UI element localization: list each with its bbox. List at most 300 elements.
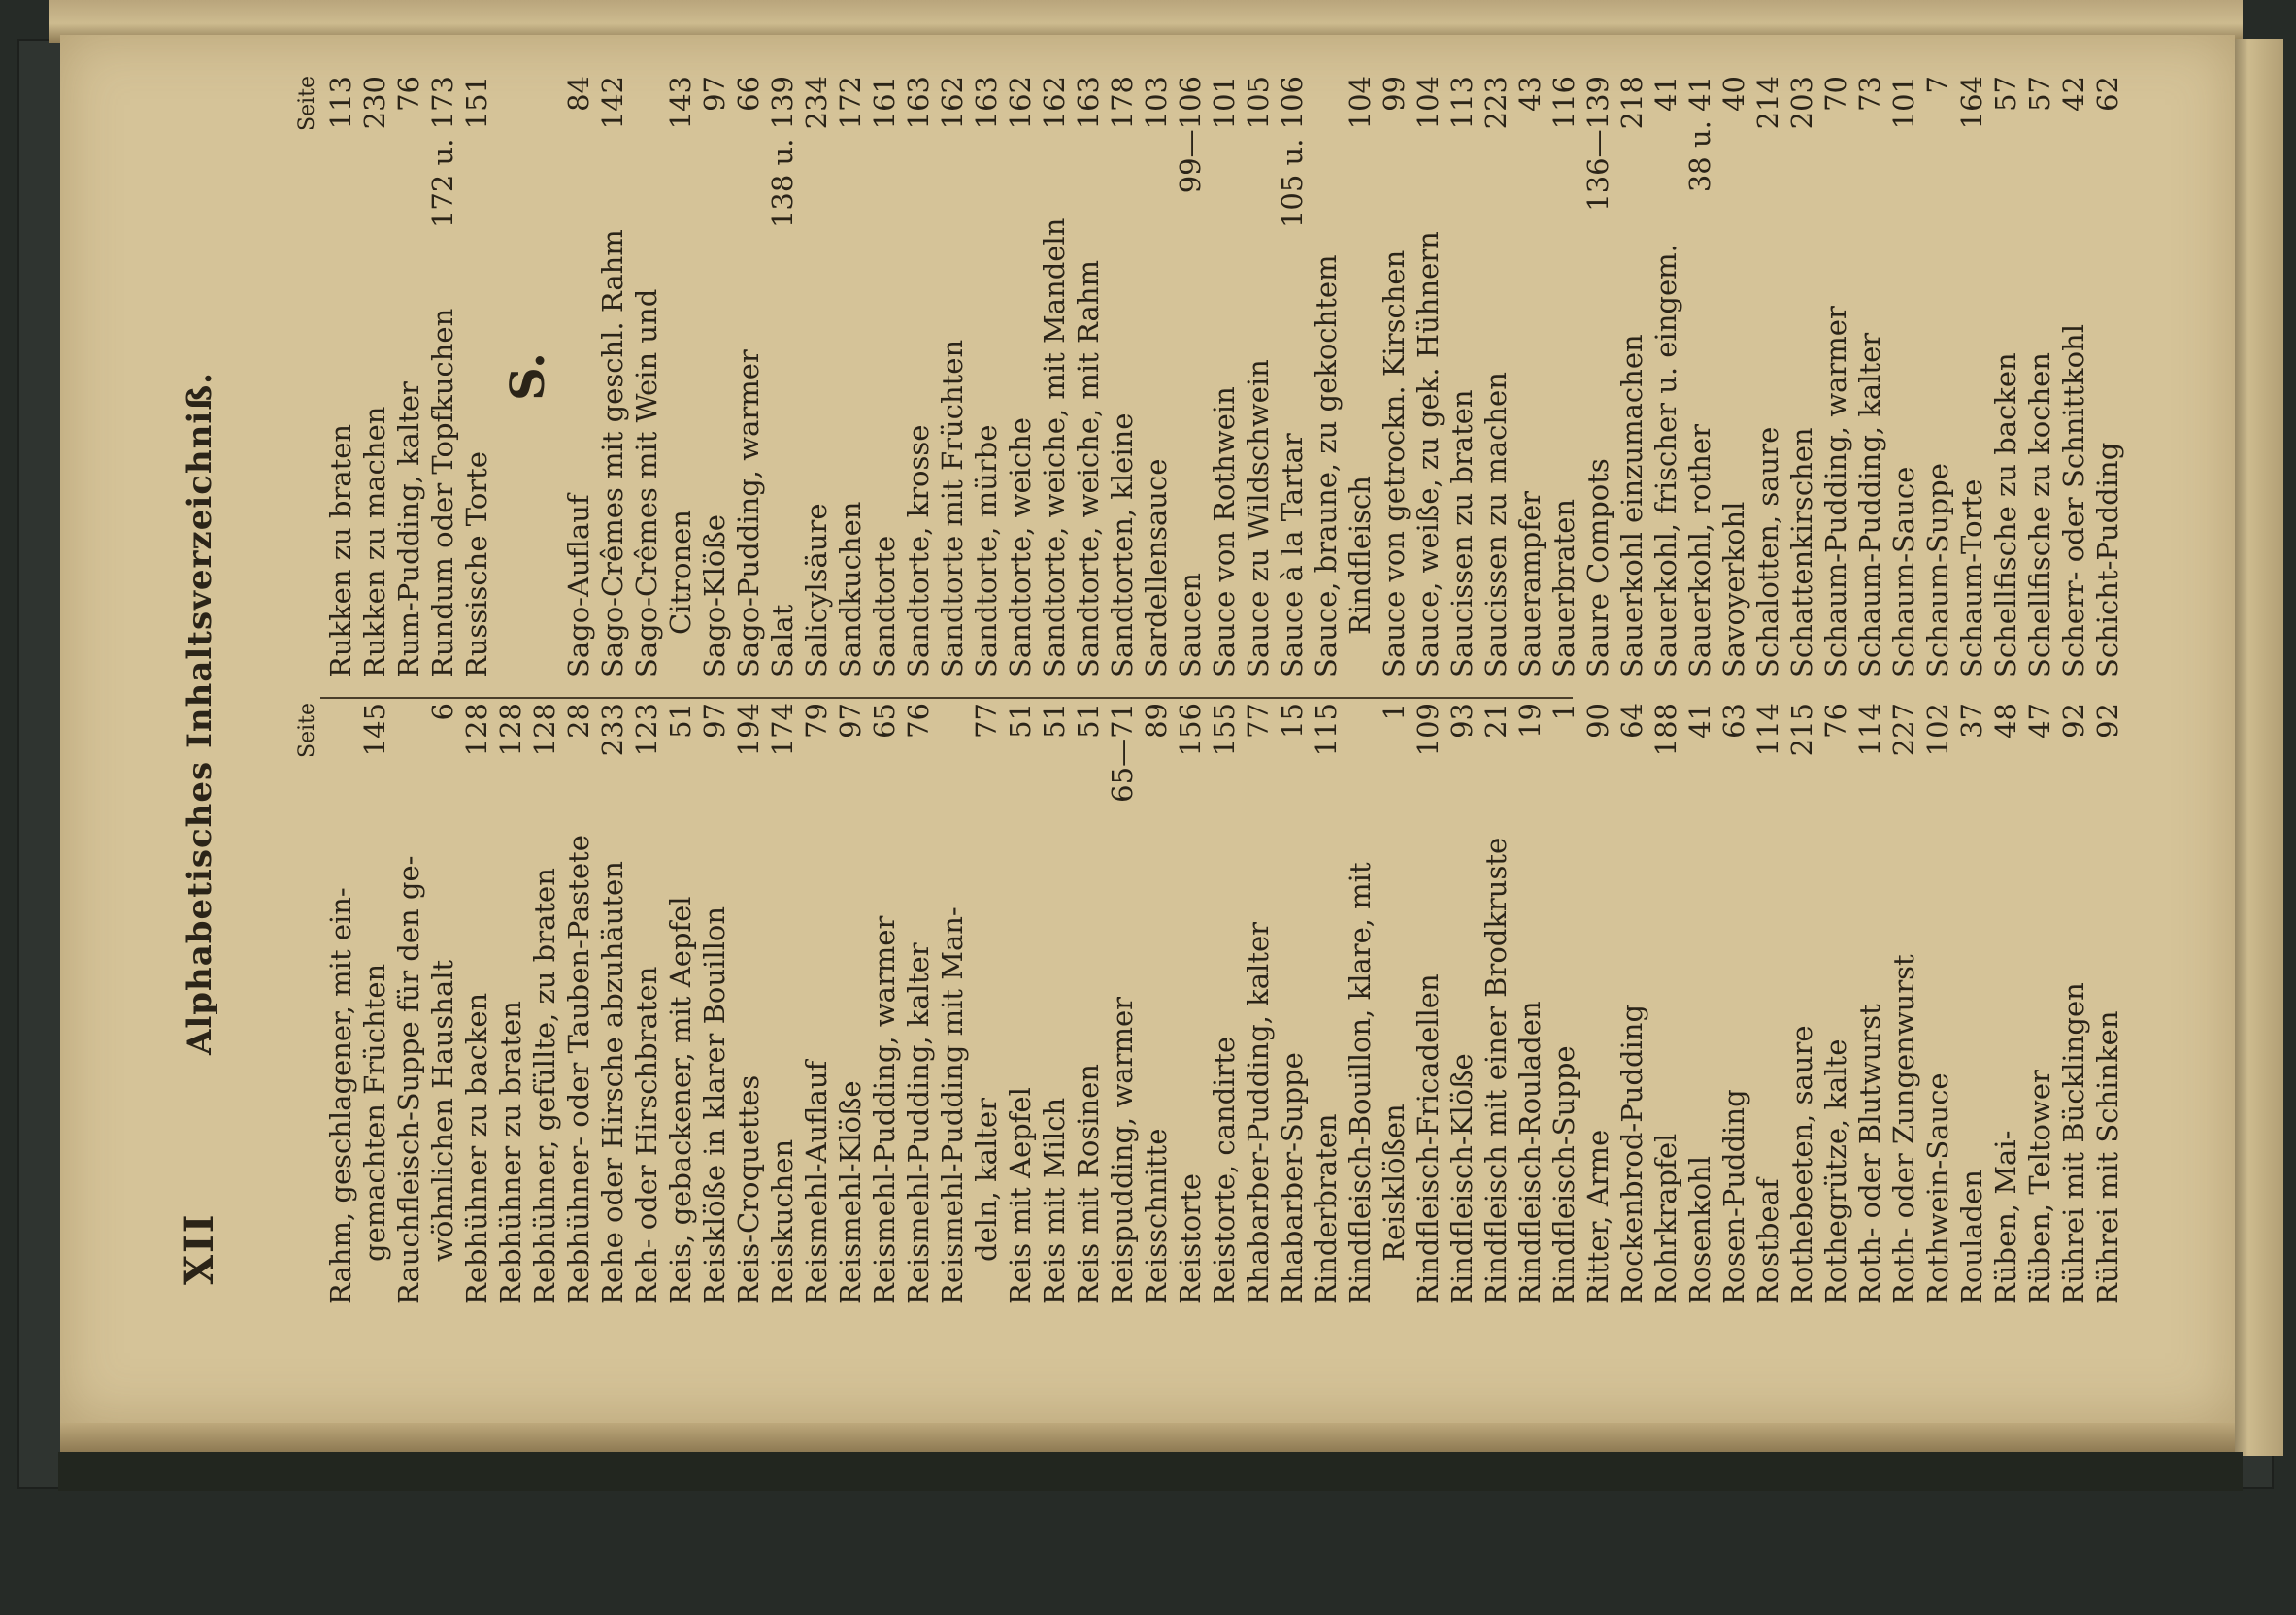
dot-leader: [2057, 130, 2091, 318]
entry-page-number: 114: [1853, 703, 1886, 757]
entry-name: Savoyerkohl: [1717, 501, 1750, 677]
entry-name: Schellfische zu kochen: [2023, 352, 2056, 677]
index-list: [324, 76, 2125, 677]
index-entry: [426, 703, 460, 1304]
entry-page-number: 102: [1921, 703, 1954, 757]
entry-page-number: 128: [528, 703, 561, 757]
index-entry: [1717, 703, 1751, 1304]
dot-leader: [1921, 130, 1955, 457]
entry-name: Rehe oder Hirsche abzuhäuten: [596, 861, 629, 1304]
entry-page-number: 47: [2023, 703, 2056, 739]
index-entry: [1276, 703, 1310, 1304]
entry-name: Rhabarber-Suppe: [1276, 1052, 1309, 1304]
entry-name: Schattenkirschen: [1785, 427, 1818, 677]
index-entry: [1378, 76, 1412, 677]
entry-name: Reis mit Milch: [1038, 1097, 1071, 1304]
dot-leader: [766, 762, 800, 1133]
entry-name: wöhnlichen Haushalt: [426, 959, 459, 1262]
index-entry: [1072, 76, 1106, 677]
entry-page-number: 151: [460, 76, 493, 130]
index-column-left: [291, 703, 2125, 1304]
section-letter: S.: [501, 352, 555, 401]
entry-page-number: 79: [800, 703, 833, 739]
seite-label: Seite: [295, 76, 319, 131]
entry-name: Reispudding, warmer: [1106, 997, 1139, 1304]
entry-page-number: 97: [834, 703, 867, 739]
entry-page-number: 89: [1140, 703, 1173, 739]
index-entry: [800, 703, 834, 1304]
index-entry: [1921, 76, 1955, 677]
dot-leader: [1955, 135, 1989, 473]
entry-name: Salat: [766, 604, 799, 677]
entry-name: Russische Torte: [460, 451, 493, 677]
entry-page-number: 162: [1038, 76, 1071, 130]
entry-name: Sago-Crêmes mit geschl. Rahm: [596, 229, 629, 677]
dot-leader: [596, 762, 630, 855]
entry-page-number: 115: [1310, 703, 1343, 757]
entry-name: Rindfleisch mit einer Brodkruste: [1480, 837, 1513, 1304]
dot-leader: [426, 234, 460, 303]
entry-page-number: 64: [1615, 703, 1648, 739]
entry-page-number: 163: [1072, 76, 1105, 130]
entry-name: Roth- oder Blutwurst: [1853, 1004, 1886, 1304]
entry-name: Citronen: [664, 510, 697, 635]
dot-leader: [1819, 130, 1853, 300]
entry-name: Reis mit Aepfel: [1004, 1087, 1037, 1304]
entry-page-number: 37: [1955, 703, 1988, 739]
index-entry: [1140, 76, 1174, 677]
entry-page-number: 164: [1955, 76, 1988, 130]
entry-page-number: 63: [1717, 703, 1750, 739]
entry-page-number: 203: [1785, 76, 1818, 130]
index-entry: [800, 76, 834, 677]
entry-name: Sauce von getrockn. Kirschen: [1378, 249, 1411, 677]
entry-page-number: 178: [1106, 76, 1139, 130]
entry-name: Rum-Pudding, kalter: [392, 381, 425, 677]
index-entry: [1446, 76, 1480, 677]
entry-page-number: 145: [358, 703, 391, 757]
entry-name: Rundum oder Topfkuchen: [426, 308, 459, 677]
dot-leader: [358, 762, 392, 957]
dot-leader: [936, 135, 970, 334]
dot-leader: [528, 762, 562, 862]
entry-name: Reistorte, candirte: [1208, 1036, 1241, 1304]
entry-page-number: 194: [732, 703, 765, 757]
index-entry: [1649, 76, 1683, 677]
index-entry: [1819, 703, 1853, 1304]
index-entry: [1717, 76, 1751, 677]
dot-leader: [2091, 130, 2125, 437]
entry-page-number: 1: [1378, 703, 1411, 721]
entry-name: Sandtorte: [868, 535, 901, 677]
dot-leader: [1140, 135, 1174, 452]
entry-page-number: 101: [1887, 76, 1920, 130]
dot-leader: [2091, 757, 2125, 1005]
dot-leader: [1310, 762, 1344, 1107]
index-entry: [1208, 76, 1242, 677]
entry-name: Salicylsäure: [800, 503, 833, 677]
entry-name: Rebhühner, gefüllte, zu braten: [528, 868, 561, 1304]
index-entry: [1480, 703, 1514, 1304]
entry-name: Rührei mit Schinken: [2091, 1010, 2124, 1304]
page-folio: XII: [177, 1212, 222, 1285]
rotated-page-content: [87, 49, 2165, 1378]
entry-page-number: 76: [392, 76, 425, 112]
entry-page-number: 21: [1480, 703, 1513, 739]
dot-leader: [902, 135, 936, 418]
cover-edge: [58, 1452, 2243, 1491]
entry-page-number: 114: [1751, 703, 1784, 757]
index-entry: [460, 703, 494, 1304]
index-entry: [1514, 76, 1547, 677]
entry-name: Sauerkohl, frischer u. eingem.: [1649, 244, 1682, 677]
entry-name: Sauerbraten: [1547, 498, 1581, 677]
entry-name: Rothegrütze, kalte: [1819, 1038, 1852, 1304]
page-gutter: [60, 1423, 2235, 1452]
dot-leader: [1242, 135, 1276, 353]
dot-leader: [1412, 135, 1446, 225]
entry-page-number: 138 u. 139: [766, 76, 799, 229]
entry-page-number: 19: [1514, 703, 1547, 739]
entry-name: Reismehl-Klöße: [834, 1080, 867, 1304]
dot-leader: [1208, 135, 1242, 380]
entry-name: Rindfleisch-Klöße: [1446, 1053, 1479, 1304]
dot-leader: [1989, 757, 2023, 1125]
entry-page-number: 41: [1649, 76, 1682, 112]
index-entry: [1853, 703, 1887, 1304]
entry-name: Sandtorte mit Früchten: [936, 339, 969, 677]
entry-name: Reis, gebackener, mit Aepfel: [664, 896, 697, 1304]
index-entry: [1785, 703, 1819, 1304]
entry-page-number: 227: [1887, 703, 1920, 757]
entry-name: Saucissen zu braten: [1446, 389, 1479, 677]
entry-page-number: 223: [1480, 76, 1513, 130]
index-entry: [2091, 76, 2125, 677]
index-entry: [1004, 703, 1038, 1304]
index-entry: [1615, 76, 1649, 677]
dot-leader: [358, 135, 392, 400]
dot-leader: [1785, 762, 1819, 1019]
entry-name: Rouladen: [1955, 1170, 1988, 1304]
dot-leader: [1547, 135, 1581, 493]
index-entry: [324, 76, 358, 677]
index-entry: [834, 76, 868, 677]
entry-page-number: 104: [1344, 76, 1377, 130]
entry-name: Rahm, geschlagener, mit ein-: [324, 887, 357, 1304]
entry-page-number: 76: [1819, 703, 1852, 739]
entry-name: Reis mit Rosinen: [1072, 1064, 1105, 1304]
entry-page-number: 77: [970, 703, 1003, 739]
index-entry: [664, 76, 698, 677]
dot-leader: [1038, 135, 1072, 212]
entry-name: Schaum-Sauce: [1887, 466, 1920, 677]
index-entry: [562, 76, 596, 677]
dot-leader: [1615, 757, 1649, 999]
entry-name: Sauce zu Wildschwein: [1242, 359, 1275, 677]
dot-leader: [1208, 762, 1242, 1031]
entry-name: Sandtorte, weiche, mit Mandeln: [1038, 217, 1071, 677]
dot-leader: [1547, 757, 1581, 1039]
index-entry: [596, 76, 630, 677]
dot-leader: [834, 135, 868, 495]
entry-name: Reismehl-Pudding, warmer: [868, 915, 901, 1304]
entry-name: Rosen-Pudding: [1717, 1089, 1750, 1304]
dot-leader: [1989, 130, 2023, 346]
page-header: [177, 49, 235, 1378]
entry-name: Saucissen zu machen: [1480, 372, 1513, 677]
dot-leader: [1853, 130, 1887, 327]
index-entry: [392, 76, 426, 677]
entry-name: Rüben, Mai-: [1989, 1130, 2022, 1304]
dot-leader: [698, 757, 732, 901]
entry-name: Sandtorten, kleine: [1106, 412, 1139, 677]
entry-page-number: 1: [1547, 703, 1581, 721]
column-divider: [320, 697, 1573, 699]
index-entry: [2023, 76, 2057, 677]
dot-leader: [1819, 757, 1853, 1034]
entry-name: Roth- oder Zungenwurst: [1887, 954, 1920, 1304]
index-entry: [732, 76, 766, 677]
index-entry: [2057, 76, 2091, 677]
entry-page-number: 123: [630, 703, 663, 757]
dot-leader: [732, 130, 766, 344]
entry-page-number: 90: [1581, 703, 1614, 739]
entry-page-number: 161: [868, 76, 901, 130]
entry-page-number: 38 u. 41: [1683, 76, 1716, 193]
entry-name: Reis-Croquettes: [732, 1074, 765, 1304]
dot-leader: [426, 757, 460, 954]
entry-name: Reisklöße in klarer Bouillon: [698, 906, 731, 1304]
index-entry: [426, 76, 460, 677]
index-entry: [1344, 703, 1378, 1304]
entry-name: Schaum-Torte: [1955, 478, 1988, 677]
dot-leader: [1717, 130, 1751, 496]
index-entry: [1004, 76, 1038, 677]
entry-name: Sauce, weiße, zu gek. Hühnern: [1412, 231, 1445, 677]
index-entry: [1989, 703, 2023, 1304]
dot-leader: [800, 757, 834, 1055]
entry-name: Sauce à la Tartar: [1276, 433, 1309, 677]
entry-name: Rebhühner- oder Tauben-Pastete: [562, 835, 595, 1304]
dot-leader: [1378, 757, 1412, 1098]
dot-leader: [970, 135, 1004, 418]
index-entry: [732, 703, 766, 1304]
index-entry: [1140, 703, 1174, 1304]
entry-page-number: 163: [902, 76, 935, 130]
index-entry: [1412, 76, 1446, 677]
entry-page-number: 51: [1072, 703, 1105, 739]
dot-leader: [1717, 757, 1751, 1083]
seite-label: Seite: [295, 703, 319, 758]
index-entry: [358, 76, 392, 677]
entry-name: Sardellensauce: [1140, 458, 1173, 677]
entry-name: Saucen: [1174, 573, 1207, 677]
index-entry: [1683, 76, 1717, 677]
entry-name: Rindfleisch: [1344, 476, 1377, 635]
dot-leader: [698, 130, 732, 509]
entry-page-number: 57: [1989, 76, 2022, 112]
entry-page-number: 97: [698, 76, 731, 112]
index-entry: [630, 703, 664, 1304]
dot-leader: [1038, 757, 1072, 1092]
index-entry: [1378, 703, 1412, 1304]
entry-name: Sandtorte, weiche: [1004, 417, 1037, 677]
index-entry: [2057, 703, 2091, 1304]
entry-page-number: 99—106: [1174, 76, 1207, 194]
entry-page-number: 40: [1717, 76, 1750, 112]
entry-page-number: 162: [1004, 76, 1037, 130]
index-entry: [936, 76, 970, 677]
dot-leader: [324, 135, 358, 418]
entry-name: Schaum-Pudding, kalter: [1853, 332, 1886, 677]
dot-leader: [1581, 217, 1615, 452]
entry-page-number: 113: [1446, 76, 1479, 130]
index-entry: [1581, 76, 1615, 677]
entry-name: Rindfleisch-Fricadellen: [1412, 973, 1445, 1304]
dot-leader: [1004, 757, 1038, 1081]
entry-page-number: 105: [1242, 76, 1275, 130]
entry-name: Rindfleisch-Bouillon, klare, mit: [1344, 862, 1377, 1304]
dot-leader: [1514, 757, 1547, 995]
entry-page-number: 113: [324, 76, 357, 130]
entry-page-number: 28: [562, 703, 595, 739]
index-entry: [1683, 703, 1717, 1304]
entry-page-number: 6: [426, 703, 459, 721]
entry-page-number: 97: [698, 703, 731, 739]
dot-leader: [1174, 762, 1208, 1168]
entry-page-number: 136—139: [1581, 76, 1614, 212]
index-entry: [1038, 76, 1072, 677]
index-entry: [868, 703, 902, 1304]
index-entry: [528, 703, 562, 1304]
index-entry: [1446, 703, 1480, 1304]
entry-name: Scherr- oder Schnittkohl: [2057, 324, 2090, 677]
index-entry: [902, 703, 936, 1304]
entry-page-number: 109: [1412, 703, 1445, 757]
dot-leader: [1446, 135, 1480, 383]
entry-page-number: 70: [1819, 76, 1852, 112]
entry-name: Rhabarber-Pudding, kalter: [1242, 922, 1275, 1304]
entry-page-number: 214: [1751, 76, 1784, 130]
entry-page-number: 41: [1683, 703, 1716, 739]
dot-leader: [1140, 757, 1174, 1123]
entry-name: Rindfleisch-Suppe: [1547, 1045, 1581, 1304]
entry-name: Rostbeaf: [1751, 1178, 1784, 1304]
entry-page-number: 128: [494, 703, 527, 757]
dot-leader: [1378, 130, 1412, 245]
entry-name: Sago-Auflauf: [562, 494, 595, 677]
index-entry: [2023, 703, 2057, 1304]
dot-leader: [1683, 198, 1717, 418]
index-entry: [1785, 76, 1819, 677]
entry-name: Rosenkohl: [1683, 1155, 1716, 1304]
index-entry: [936, 703, 970, 1304]
entry-name: Reh- oder Hirschbraten: [630, 966, 663, 1304]
entry-name: Rührei mit Bücklingen: [2057, 982, 2090, 1304]
entry-page-number: 104: [1412, 76, 1445, 130]
dot-leader: [630, 762, 664, 960]
entry-page-number: 66: [732, 76, 765, 112]
dot-leader: [1955, 757, 1989, 1164]
entry-page-number: 101: [1208, 76, 1241, 130]
entry-name: Reistorte: [1174, 1173, 1207, 1304]
index-entry: [1106, 703, 1140, 1304]
index-column-right: [291, 76, 2125, 677]
dot-leader: [1649, 130, 1683, 238]
entry-page-number: 218: [1615, 76, 1648, 130]
entry-name: Sandkuchen: [834, 501, 867, 677]
index-entry: [1412, 703, 1446, 1304]
entry-name: Schellfische zu backen: [1989, 352, 2022, 677]
index-entry: [1581, 703, 1615, 1304]
index-entry: [1208, 703, 1242, 1304]
index-entry: [358, 703, 392, 1304]
dot-leader: [1887, 135, 1921, 460]
index-entry: [1649, 703, 1683, 1304]
dot-leader: [2057, 757, 2091, 976]
index-entry: [1310, 703, 1344, 1304]
entry-name: Ritter, Arme: [1581, 1129, 1614, 1304]
dot-leader: [1344, 135, 1378, 470]
entry-name: Sauerampfer: [1514, 491, 1547, 677]
entry-page-number: 65: [868, 703, 901, 739]
dot-leader: [1514, 130, 1547, 485]
entry-page-number: 48: [1989, 703, 2022, 739]
index-entry: [1310, 76, 1344, 677]
index-entry: [1887, 703, 1921, 1304]
dot-leader: [1480, 757, 1514, 832]
entry-page-number: 162: [936, 76, 969, 130]
entry-page-number: 92: [2057, 703, 2090, 739]
entry-page-number: 43: [1514, 76, 1547, 112]
entry-page-number: 77: [1242, 703, 1275, 739]
entry-page-number: 143: [664, 76, 697, 130]
entry-name: Reisklößen: [1378, 1104, 1411, 1262]
entry-page-number: 128: [460, 703, 493, 757]
entry-page-number: 103: [1140, 76, 1173, 130]
entry-name: Rothebeeten, saure: [1785, 1025, 1818, 1304]
index-entry: [1547, 703, 1581, 1304]
entry-page-number: 84: [562, 76, 595, 112]
dot-leader: [2023, 757, 2057, 1064]
dot-leader: [1072, 135, 1106, 254]
index-entry: [562, 703, 596, 1304]
entry-name: Reismehl-Auflauf: [800, 1060, 833, 1304]
index-entry: [1989, 76, 2023, 677]
index-entry: [1547, 76, 1581, 677]
entry-name: deln, kalter: [970, 1098, 1003, 1262]
index-entry: [1038, 703, 1072, 1304]
entry-name: Sauerkohl, rother: [1683, 424, 1716, 677]
dot-leader: [1276, 234, 1310, 427]
entry-page-number: 233: [596, 703, 629, 757]
index-entry: [868, 76, 902, 677]
entry-name: Schaum-Suppe: [1921, 463, 1954, 677]
entry-page-number: 105 u. 106: [1276, 76, 1309, 229]
dot-leader: [970, 757, 1004, 1092]
dot-leader: [834, 757, 868, 1075]
entry-page-number: 230: [358, 76, 391, 130]
index-entry: [1480, 76, 1514, 677]
entry-name: Rauchfleisch-Suppe für den ge-: [392, 855, 425, 1304]
dot-leader: [664, 757, 698, 890]
dot-leader: [868, 757, 902, 910]
entry-page-number: 172 u. 173: [426, 76, 459, 229]
entry-page-number: 172: [834, 76, 867, 130]
entry-name: Sago-Klöße: [698, 514, 731, 677]
dot-leader: [1887, 762, 1921, 948]
index-list: [324, 703, 2125, 1304]
